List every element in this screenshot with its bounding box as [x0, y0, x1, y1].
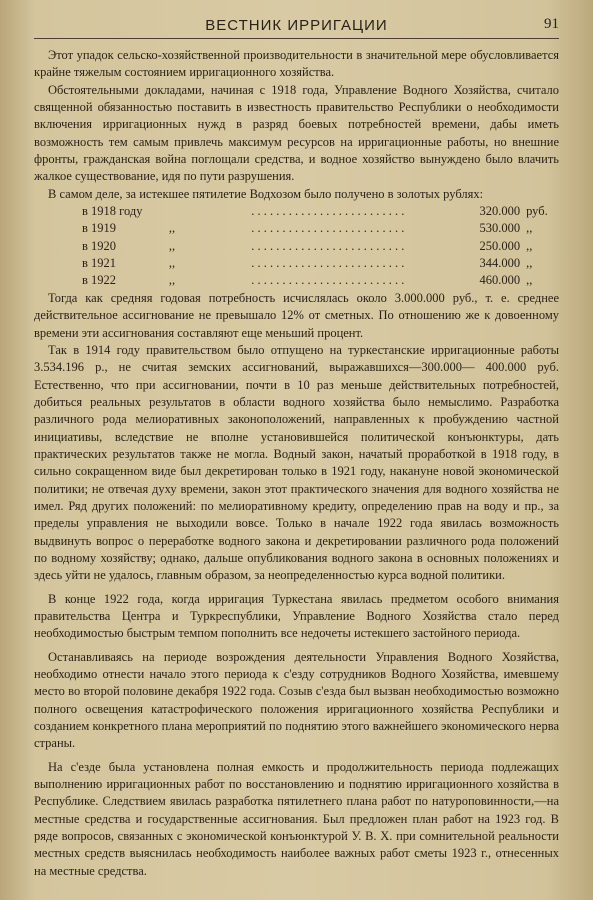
page-number: 91	[544, 16, 559, 32]
journal-title: ВЕСТНИК ИРРИГАЦИИ	[205, 17, 388, 34]
paragraph: В самом деле, за истекшее пятилетие Водхозом было получено в золотых рублях:	[48, 186, 484, 201]
ditto-mark	[169, 203, 251, 220]
funding-by-year-table	[82, 203, 559, 290]
ditto-mark: ,,	[168, 238, 176, 253]
unit: ,,	[526, 256, 533, 271]
leader-dots: . . . . . . . . . . . . . . . . . . . . . . . . .	[251, 204, 405, 219]
unit: ,,	[526, 273, 533, 288]
running-header	[34, 16, 559, 39]
leader-dots: . . . . . . . . . . . . . . . . . . . . . . . . .	[251, 221, 405, 236]
leader-dots: . . . . . . . . . . . . . . . . . . . . . . . . .	[251, 256, 405, 271]
table-row	[82, 272, 559, 289]
year-label: в 1918 году	[82, 204, 143, 219]
ditto-mark: ,,	[168, 256, 176, 271]
paragraph: Обстоятельными докладами, начиная с 1918 года, Управление Водного Хозяйства, считало священной обязанностью поставить в известность правительство Республики о необходимости включения ирригационных нужд в разряд боевых потребностей времени, дабы иметь возможность тем самым привлечь максимум ресурсов на ирригационные работы, но внешние фронты, гражданская война поглощали средства, и водное хозяйство вынуждено было влачить жалкое существование, идя по пути разрушения.	[34, 82, 559, 184]
year-label: в 1922	[82, 273, 117, 288]
amount: 460.000	[479, 273, 521, 288]
leader-dots: . . . . . . . . . . . . . . . . . . . . . . . . .	[251, 273, 405, 288]
ditto-mark: ,,	[168, 273, 176, 288]
paragraph: На с'езде была установлена полная емкость и продолжительность периода подлежащих выполнению ирригационных работ по восстановлению и поднятию ирригационного хозяйства в Республике. Следствием явилась разработка пятилетнего плана работ по натуроповинности,—на местные средства и государственные ассигнования. Был предложен план работ на 1923 год. В ряде вопросов, связанных с экономической конъюнктурой У. В. Х. при сомнительной реальности местных средств выяснилась необходимость наиболее важных работ сметы 1923 г., отнесенных на местные средства.	[34, 759, 559, 878]
paragraph: Тогда как средняя годовая потребность исчислялась около 3.000.000 руб., т. е. среднее действительное ассигнование не превышало 12% от сметных. По отношению же к довоенному времени эти ассигнования составляют еще меньший процент.	[34, 290, 559, 340]
table-row	[82, 220, 559, 237]
amount: 344.000	[479, 256, 521, 271]
leader-dots: . . . . . . . . . . . . . . . . . . . . . . . . .	[251, 238, 405, 253]
paragraph: Этот упадок сельско-хозяйственной производительности в значительной мере обусловливается крайне тяжелым состоянием ирригационного хозяйства.	[34, 48, 559, 80]
table-row	[82, 255, 559, 272]
paragraph: Так в 1914 году правительством было отпущено на туркестанские ирригационные работы 3.534.196 р., не считая земских ассигнований, выражавшихся—300.000— 400.000 руб. Естественно, что при ассигновании, почти в 10 раз меньше действительных потребностей, добиться реальных результатов в области водного хозяйства было немыслимо. Разработка различного рода мелиоративных законоположений, направленных к пробуждению частной инициативы, вследствие не вполне установившейся политической конъюнктуры, дать практических результатов также не могла. Водный закон, начатый проработкой в 1918 году, в сильно сокращенном виде был декретирован только в 1921 году, накануне новой экономической политики; не отвечая духу времени, закон этот практического значения для водного хозяйства не имел. Ряд других положений: по мелиоративному кредиту, определению прав на воду и пр., за пределы управления не выходили вовсе. Только в начале 1922 года явилась возможность выдвинуть вопрос о переработке водного закона и декретировании различного рода положений по водному хозяйству; однако, дальше опубликования водного закона в основных положениях и здесь уйти не удалось, главным образом, за неопределенностью курса водной политики.	[34, 342, 559, 583]
table-row	[82, 238, 559, 255]
amount: 530.000	[479, 221, 521, 236]
year-label: в 1920	[82, 238, 117, 253]
year-label: в 1919	[82, 221, 117, 236]
ditto-mark: ,,	[168, 221, 176, 236]
amount: 250.000	[479, 238, 521, 253]
unit: ,,	[526, 221, 533, 236]
paragraph: В конце 1922 года, когда ирригация Туркестана явилась предметом особого внимания правительства Центра и Туркреспублики, Управление Водного Хозяйства стало перед необходимостью быстрым темпом пополнить все недочеты истекшего застойного периода.	[34, 591, 559, 641]
table-row	[82, 203, 559, 220]
amount: 320.000	[479, 204, 521, 219]
year-label: в 1921	[82, 256, 117, 271]
unit: ,,	[526, 238, 533, 253]
unit: руб.	[526, 204, 548, 219]
paragraph: Останавливаясь на периоде возрождения деятельности Управления Водного Хозяйства, необходимо отнести начало этого периода к с'езду сотрудников Водного Хозяйства, имевшему место во второй половине декабря 1922 года. Созыв с'езда был вызван необходимостью возможно полного освещения катастрофического положения ирригационного хозяйства Республики и созданием конкретного плана мероприятий по поднятию этого важнейшего экономического нерва страны.	[34, 649, 559, 751]
